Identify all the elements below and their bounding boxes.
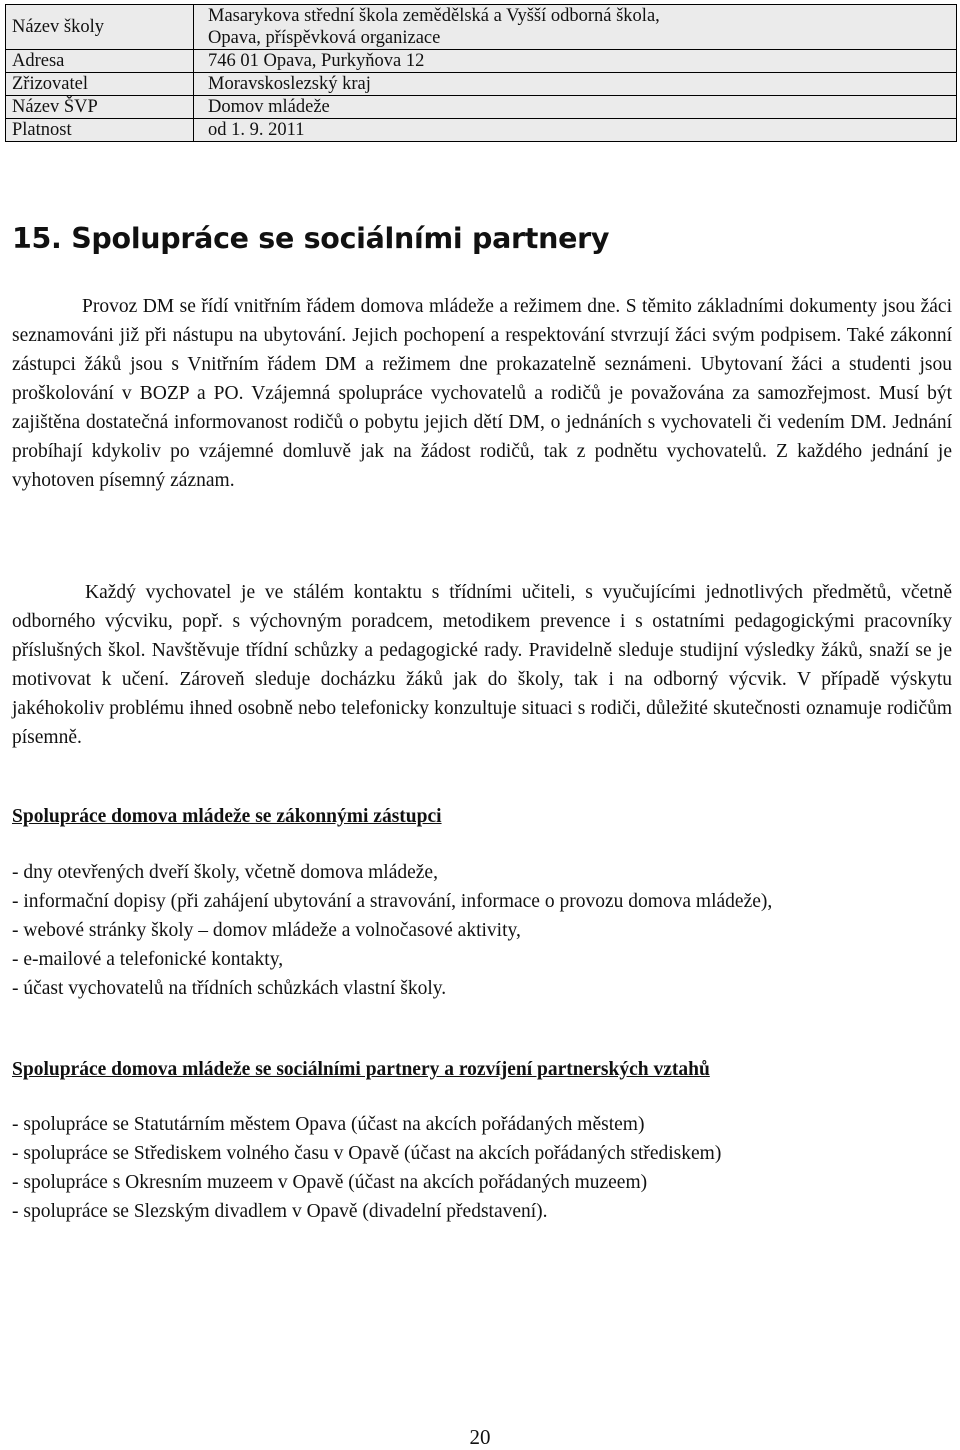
table-row: [6, 96, 957, 119]
school-name-value: [194, 5, 957, 50]
section-title: 15. Spolupráce se sociálními partnery: [12, 222, 610, 255]
table-row: [6, 5, 957, 50]
list-item: - spolupráce s Okresním muzeem v Opavě (účast na akcích pořádaných muzeem): [12, 1172, 648, 1193]
table-row: [6, 50, 957, 73]
list-item: - informační dopisy (při zahájení ubytování a stravování, informace o provozu domova mládeže),: [12, 891, 773, 912]
page-number: 20: [469, 1425, 491, 1449]
intro-paragraph: Provoz DM se řídí vnitřním řádem domova mládeže a režimem dne. S těmito základními dokumenty jsou žáci seznamováni již při nástupu na ubytování. Jejich pochopení a respektování stvrzují žáci svým podpisem. Také zákonní zástupci žáků jsou s Vnitřním řádem DM a režimem dne prokazatelně seznámeni. Ubytovaní žáci a studenti jsou proškolování v BOZP a PO. Vzájemná spolupráce vychovatelů a rodičů je považována za samozřejmost. Musí být zajištěna dostatečná informovanost rodičů o pobytu jejich dětí DM, o jednáních s vychovateli či vedením DM. Jednání probíhají kdykoliv po vzájemné domluvě jak na žádost rodičů, tak z podnětu vychovatelů. Z každého jednání je vyhotoven písemný záznam.: [12, 296, 952, 491]
list-item: - spolupráce se Statutárním městem Opava (účast na akcích pořádaných městem): [12, 1114, 645, 1135]
educator-paragraph: Každý vychovatel je ve stálém kontaktu s třídními učiteli, s vyučujícími jednotlivých předmětů, včetně odborného výcviku, popř. s výchovným poradcem, metodikem prevence i s ostatními pedagogickými pracovníky příslušných škol. Navštěvuje třídní schůzky a pedagogické rady. Pravidelně sleduje studijní výsledky žáků, snaží se je motivovat k učení. Zároveň sleduje docházku žáků jak do školy, tak i na odborný výcvik. V případě výskytu jakéhokoliv problému ihned osobně nebo telefonicky konzultuje situaci s rodiči, důležité skutečnosti oznamuje rodičům písemně.: [12, 582, 952, 748]
address-label: Adresa: [6, 50, 194, 73]
school-name-line1: Masarykova střední škola zemědělská a Vyšší odborná škola,: [208, 6, 660, 26]
list-item: - webové stránky školy – domov mládeže a volnočasové aktivity,: [12, 920, 521, 941]
validity-label: Platnost: [6, 119, 194, 142]
school-info-table: [5, 4, 957, 142]
list-item: - účast vychovatelů na třídních schůzkách vlastní školy.: [12, 978, 447, 999]
list-item: - spolupráce se Slezským divadlem v Opavě (divadelní představení).: [12, 1201, 548, 1222]
table-row: [6, 119, 957, 142]
founder-label: Zřizovatel: [6, 73, 194, 96]
list-item: - spolupráce se Střediskem volného času v Opavě (účast na akcích pořádaných střediskem): [12, 1143, 722, 1164]
social-partners-heading: Spolupráce domova mládeže se sociálními partnery a rozvíjení partnerských vztahů: [12, 1059, 710, 1080]
school-name-line2: Opava, příspěvková organizace: [208, 28, 441, 48]
legal-guardians-list: [12, 858, 912, 1003]
list-item: - e-mailové a telefonické kontakty,: [12, 949, 284, 970]
address-value: 746 01 Opava, Purkyňova 12: [194, 50, 957, 73]
legal-guardians-heading: Spolupráce domova mládeže se zákonnými zástupci: [12, 806, 442, 827]
validity-value: od 1. 9. 2011: [194, 119, 957, 142]
social-partners-list: [12, 1110, 912, 1226]
table-row: [6, 73, 957, 96]
svp-value: Domov mládeže: [194, 96, 957, 119]
svp-label: Název ŠVP: [6, 96, 194, 119]
list-item: - dny otevřených dveří školy, včetně domova mládeže,: [12, 862, 438, 883]
founder-value: Moravskoslezský kraj: [194, 73, 957, 96]
school-name-label: Název školy: [6, 5, 194, 50]
